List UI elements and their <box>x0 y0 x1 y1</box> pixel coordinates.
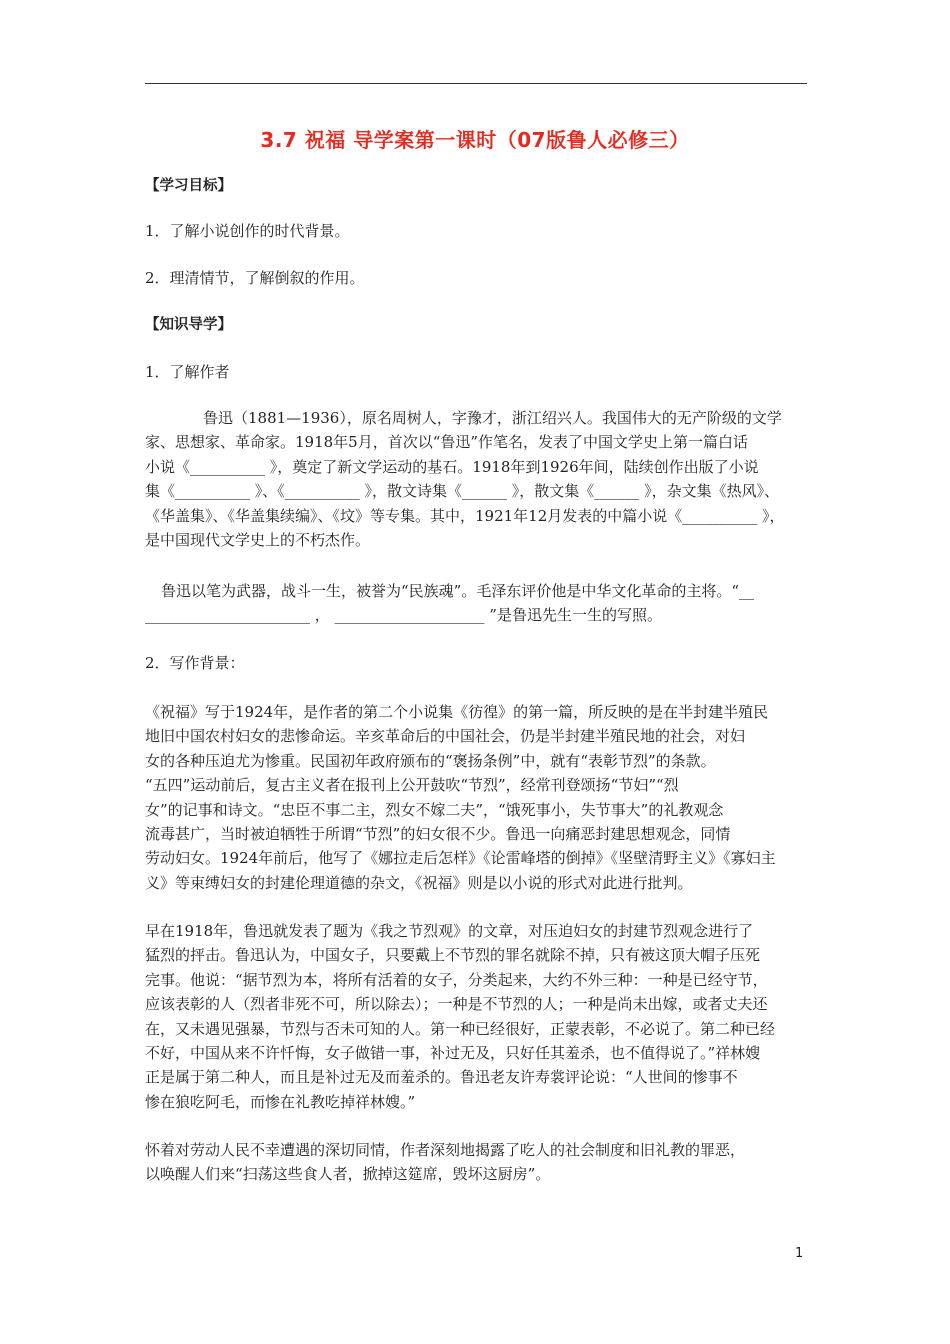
text-line: 《祝福》写于1924年，是作者的第二个小说集《彷徨》的第一篇，所反映的是在半封建半殖民 <box>145 703 769 721</box>
text-line: 女”的记事和诗文。“忠臣不事二主，烈女不嫁二夫”，“饿死事小，失节事大”的礼教观念 <box>145 800 724 819</box>
text-line: 鲁迅以笔为武器，战斗一生，被誉为“民族魂”。毛泽东评价他是中华文化革命的主将。“__ <box>161 582 755 600</box>
text-line: 早在1918年，鲁迅就发表了题为《我之节烈观》的文章，对压迫妇女的封建节烈观念进行了 <box>145 922 754 940</box>
section-heading-guide: 【知识导学】 <box>145 317 232 333</box>
text-line: 不好，中国从来不许忏悔，女子做错一事，补过无及，只好任其羞杀，也不值得说了。”祥林嫂 <box>145 1044 761 1063</box>
jielie-paragraph <box>145 919 825 1114</box>
guide-item-1-heading: 1．了解作者 <box>145 363 230 381</box>
text-line: 在，又未遇见强暴，节烈与否未可知的人。第一种已经很好，正蒙表彰，不必说了。第二种已经 <box>145 1019 776 1038</box>
text-line: 劳动妇女。1924年前后，他写了《娜拉走后怎样》《论雷峰塔的倒掉》《坚壁清野主义》《寡妇主 <box>145 849 776 868</box>
text-line: 应该表彰的人（烈者非死不可，所以除去）；一种是不节烈的人；一种是尚未出嫁，或者丈夫还 <box>145 995 768 1014</box>
text-line: 女的各种压迫尤为惨重。民国初年政府颁布的“褒扬条例”中，就有“表彰节烈”的条款。 <box>145 751 716 770</box>
closing-paragraph <box>145 1138 825 1187</box>
header-rule <box>145 83 807 84</box>
text-line: 惨在狼吃阿毛，而惨在礼教吃掉祥林嫂。” <box>145 1092 416 1111</box>
author-paragraph <box>145 406 825 552</box>
text-line: 集《__________ 》、《__________ 》，散文诗集《______ 》，散文集《______ 》，杂文集《热风》、 <box>145 482 780 501</box>
text-line: 怀着对劳动人民不幸遭遇的深切同情，作者深刻地揭露了吃人的社会制度和旧礼教的罪恶， <box>145 1141 746 1159</box>
text-line: 流毒甚广，当时被迫牺牲于所谓“节烈”的妇女很不少。鲁迅一向痛恶封建思想观念，同情 <box>145 825 731 844</box>
section-heading-objectives: 【学习目标】 <box>145 178 232 194</box>
national-soul-paragraph <box>145 579 825 628</box>
background-paragraph <box>145 700 825 895</box>
text-line: 完事。他说：“据节烈为本，将所有活着的女子，分类起来，大约不外三种：一种是已经守节， <box>145 970 768 989</box>
objective-item-2: 2．理清情节，了解倒叙的作用。 <box>145 269 365 287</box>
text-line: “五四”运动前后，复古主义者在报刊上公开鼓吹“节烈”，经常刊登颂扬“节妇”“烈 <box>145 776 679 795</box>
text-line: 小说《__________ 》，奠定了新文学运动的基石。1918年到1926年间，陆续创作出版了小说 <box>145 457 759 476</box>
text-line: 家、思想家、革命家。1918年5月，首次以“鲁迅”作笔名，发表了中国文学史上第一篇白话 <box>145 433 749 452</box>
text-line: 地旧中国农村妇女的悲惨命运。辛亥革命后的中国社会，仍是半封建半殖民地的社会，对妇 <box>145 727 746 746</box>
document-title: 3.7 祝福 导学案第一课时（07版鲁人必修三） <box>260 128 690 152</box>
text-line: ______________________ ， ____________________ ”是鲁迅先生一生的写照。 <box>145 606 662 625</box>
page-number: 1 <box>795 1246 804 1261</box>
text-line: 正是属于第二种人，而且是补过无及而羞杀的。鲁迅老友许寿裳评论说：“人世间的惨事不 <box>145 1068 738 1087</box>
text-line: 《华盖集》、《华盖集续编》、《坟》等专集。其中，1921年12月发表的中篇小说《__________ 》， <box>145 506 785 525</box>
guide-item-2-heading: 2．写作背景： <box>145 654 245 672</box>
text-line: 猛烈的抨击。鲁迅认为，中国女子，只要戴上不节烈的罪名就除不掉，只有被这顶大帽子压死 <box>145 946 761 965</box>
text-line: 是中国现代文学史上的不朽杰作。 <box>145 531 371 550</box>
objective-item-1: 1．了解小说创作的时代背景。 <box>145 222 350 240</box>
text-line: 义》等束缚妇女的封建伦理道德的杂文，《祝福》则是以小说的形式对此进行批判。 <box>145 873 693 892</box>
text-line: 以唤醒人们来“扫荡这些食人者，掀掉这筵席，毁坏这厨房”。 <box>145 1165 551 1184</box>
text-line: 鲁迅（1881—1936），原名周树人，字豫才，浙江绍兴人。我国伟大的无产阶级的文学 <box>203 409 782 427</box>
